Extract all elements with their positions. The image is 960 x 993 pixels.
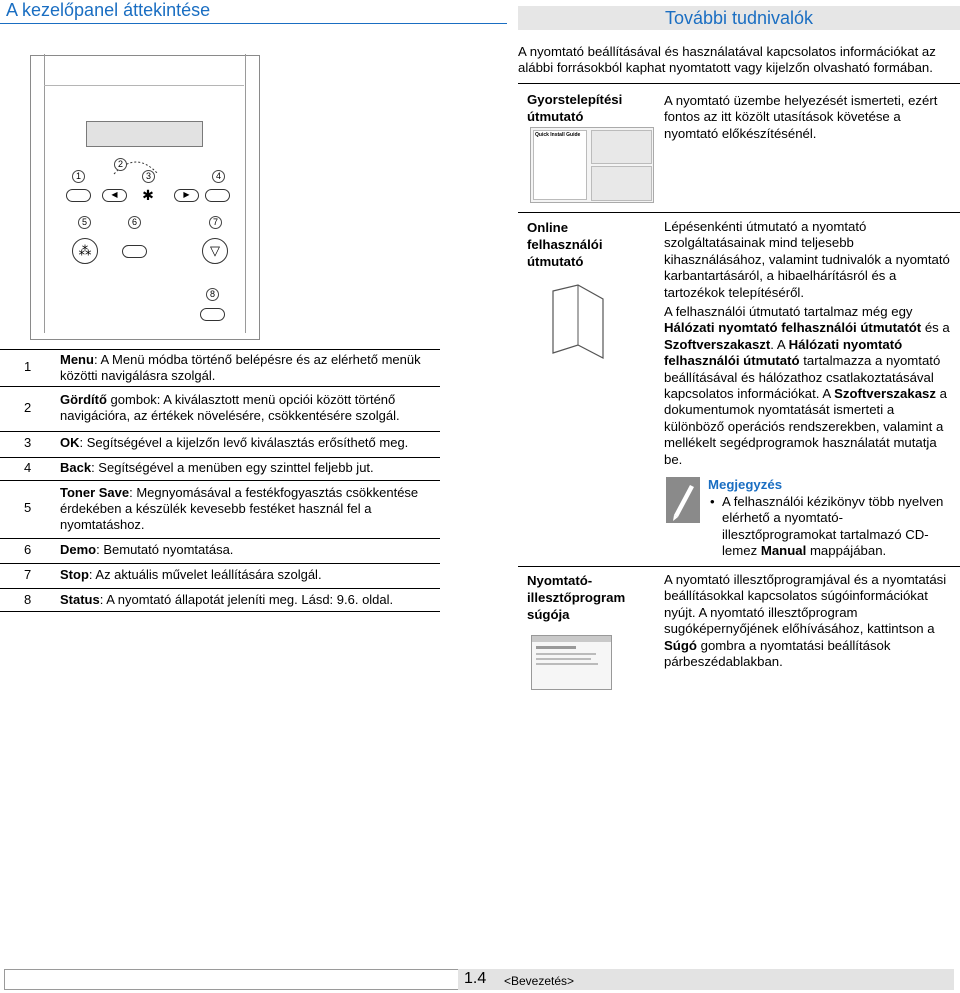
help-screenshot-thumbnail bbox=[531, 635, 612, 690]
row-num: 3 bbox=[24, 435, 32, 450]
callout-7: 7 bbox=[209, 216, 222, 229]
guide-cover: Quick Install Guide bbox=[533, 130, 587, 200]
table-row: Gördítő gombok: A kiválasztott menü opciói között történő navigációra, az értékek növelésére, csökkentésére szolgál. bbox=[60, 392, 400, 423]
page-title: A kezelőpanel áttekintése bbox=[6, 0, 211, 20]
online-user-guide-text-2: A felhasználói útmutató tartalmaz még egy Hálózati nyomtató felhasználói útmutatót és a Szoftverszakaszt. A Hálózati nyomtató felhasználói útmutató tartalmazza a nyomtató beállításával és hálózathoz csatlakoztatásával kapcsolatos információkat. A Szoftverszakasz a dokumentumok nyomtatását ismerteti a különböző operációs rendszerekben, valamint a mellékelt segédprogramok használatát mutatja be. bbox=[664, 304, 950, 467]
toner-save-button[interactable] bbox=[72, 238, 98, 264]
row-num: 1 bbox=[24, 359, 32, 374]
back-button[interactable] bbox=[205, 189, 230, 202]
help-line bbox=[536, 646, 576, 649]
row-num: 7 bbox=[24, 567, 32, 582]
help-line bbox=[536, 653, 596, 655]
note-text: A felhasználói kézikönyv több nyelven elérhető a nyomtató-illesztőprogramokat tartalmazó CD-lemez Manual mappájában. bbox=[722, 494, 944, 559]
quick-install-guide-text: A nyomtató üzembe helyezését ismerteti, ezért fontos az itt közölt utasítások követése a nyomtató előkészítésénél. bbox=[664, 93, 938, 141]
table-rule bbox=[0, 538, 440, 539]
chapter-name: <Bevezetés> bbox=[504, 974, 575, 988]
callout-5: 5 bbox=[78, 216, 91, 229]
callout-3: 3 bbox=[142, 170, 155, 183]
table-row: Stop: Az aktuális művelet leállítására szolgál. bbox=[60, 567, 322, 582]
quick-install-guide-title: Gyorstelepítési útmutató bbox=[527, 92, 623, 124]
arrow-left-icon: ◀ bbox=[111, 190, 118, 199]
title-rule bbox=[0, 23, 507, 24]
printer-driver-help-title: Nyomtató-illesztőprogram súgója bbox=[527, 573, 626, 622]
online-user-guide-text: Lépésenkénti útmutató a nyomtató szolgáltatásainak mind teljesebb kihasználásához, valamint tudnivalók a nyomtató karbantartásáról, a hibaelhárításról és a tartozékok telepítéséről. bbox=[664, 219, 950, 300]
table-row: Status: A nyomtató állapotát jeleníti meg. Lásd: 9.6. oldal. bbox=[60, 592, 394, 607]
section-title: További tudnivalók bbox=[664, 8, 814, 28]
guide-page bbox=[591, 166, 652, 201]
table-rule bbox=[0, 588, 440, 589]
page-number: 1.4 bbox=[464, 970, 487, 987]
table-row: Toner Save: Megnyomásával a festékfogyasztás csökkentése érdekében a készülék kevesebb festéket használ fel a nyomtatáshoz. bbox=[60, 485, 419, 532]
online-user-guide-title: Online felhasználói útmutató bbox=[527, 220, 603, 269]
table-row: Back: Segítségével a menüben egy szinttel feljebb jut. bbox=[60, 460, 374, 475]
row-num: 8 bbox=[24, 592, 32, 607]
scroll-right-button[interactable] bbox=[174, 189, 199, 202]
table-row: Demo: Bemutató nyomtatása. bbox=[60, 542, 234, 557]
note-bullet: • bbox=[710, 494, 715, 509]
table-rule bbox=[0, 457, 440, 458]
table-row: Menu: A Menü módba történő belépésre és az elérhető menük közötti navigálásra szolgál. bbox=[60, 352, 421, 383]
row-num: 6 bbox=[24, 542, 32, 557]
demo-button[interactable] bbox=[122, 245, 147, 258]
status-led bbox=[200, 308, 225, 321]
table-rule bbox=[0, 386, 440, 387]
lcd-display bbox=[86, 121, 203, 147]
callout-4: 4 bbox=[212, 170, 225, 183]
stop-icon: ▽ bbox=[210, 243, 220, 258]
stop-button[interactable] bbox=[202, 238, 228, 264]
printer-driver-help-text: A nyomtató illesztőprogramjával és a nyomtatási beállításokkal kapcsolatos súgóinformációkat nyújt. A nyomtató illesztőprogram sugóképernyőjének előhívásához, kattintson a Súgó gombra a nyomtatási beállítások párbeszédablakban. bbox=[664, 572, 947, 670]
menu-button[interactable] bbox=[66, 189, 91, 202]
table-top-rule bbox=[0, 349, 440, 350]
table-rule bbox=[0, 563, 440, 564]
callout-1: 1 bbox=[72, 170, 85, 183]
booklet-icon bbox=[548, 283, 608, 363]
section-rule bbox=[518, 83, 960, 84]
guide-page bbox=[591, 130, 652, 164]
help-line bbox=[536, 663, 598, 665]
section-rule bbox=[518, 566, 960, 567]
row-num: 2 bbox=[24, 400, 32, 415]
asterisk-icon: ✱ bbox=[142, 187, 154, 203]
row-num: 5 bbox=[24, 500, 32, 515]
callout-2: 2 bbox=[114, 158, 127, 171]
ok-button[interactable] bbox=[138, 188, 158, 202]
quick-install-guide-thumbnail bbox=[530, 127, 654, 203]
note-title: Megjegyzés bbox=[708, 477, 783, 492]
note-icon bbox=[666, 477, 700, 523]
callout-8: 8 bbox=[206, 288, 219, 301]
help-line bbox=[536, 658, 591, 660]
table-rule bbox=[0, 480, 440, 481]
table-bottom-rule bbox=[0, 611, 440, 612]
row-num: 4 bbox=[24, 460, 32, 475]
callout-6: 6 bbox=[128, 216, 141, 229]
toner-save-icon: ⁂ bbox=[78, 243, 92, 258]
scroll-callout-arc bbox=[78, 148, 188, 188]
table-row: OK: Segítségével a kijelzőn levő kiválasztás erősíthető meg. bbox=[60, 435, 409, 450]
window-titlebar bbox=[532, 636, 611, 642]
table-rule bbox=[0, 431, 440, 432]
panel-divider bbox=[44, 85, 244, 86]
intro-text: A nyomtató beállításával és használatával kapcsolatos információkat az alábbi forrásokból kaphat nyomtatott vagy kijelzőn olvasható formában. bbox=[518, 44, 936, 75]
arrow-right-icon: ▶ bbox=[183, 190, 190, 199]
scroll-left-button[interactable] bbox=[102, 189, 127, 202]
section-rule bbox=[518, 212, 960, 213]
